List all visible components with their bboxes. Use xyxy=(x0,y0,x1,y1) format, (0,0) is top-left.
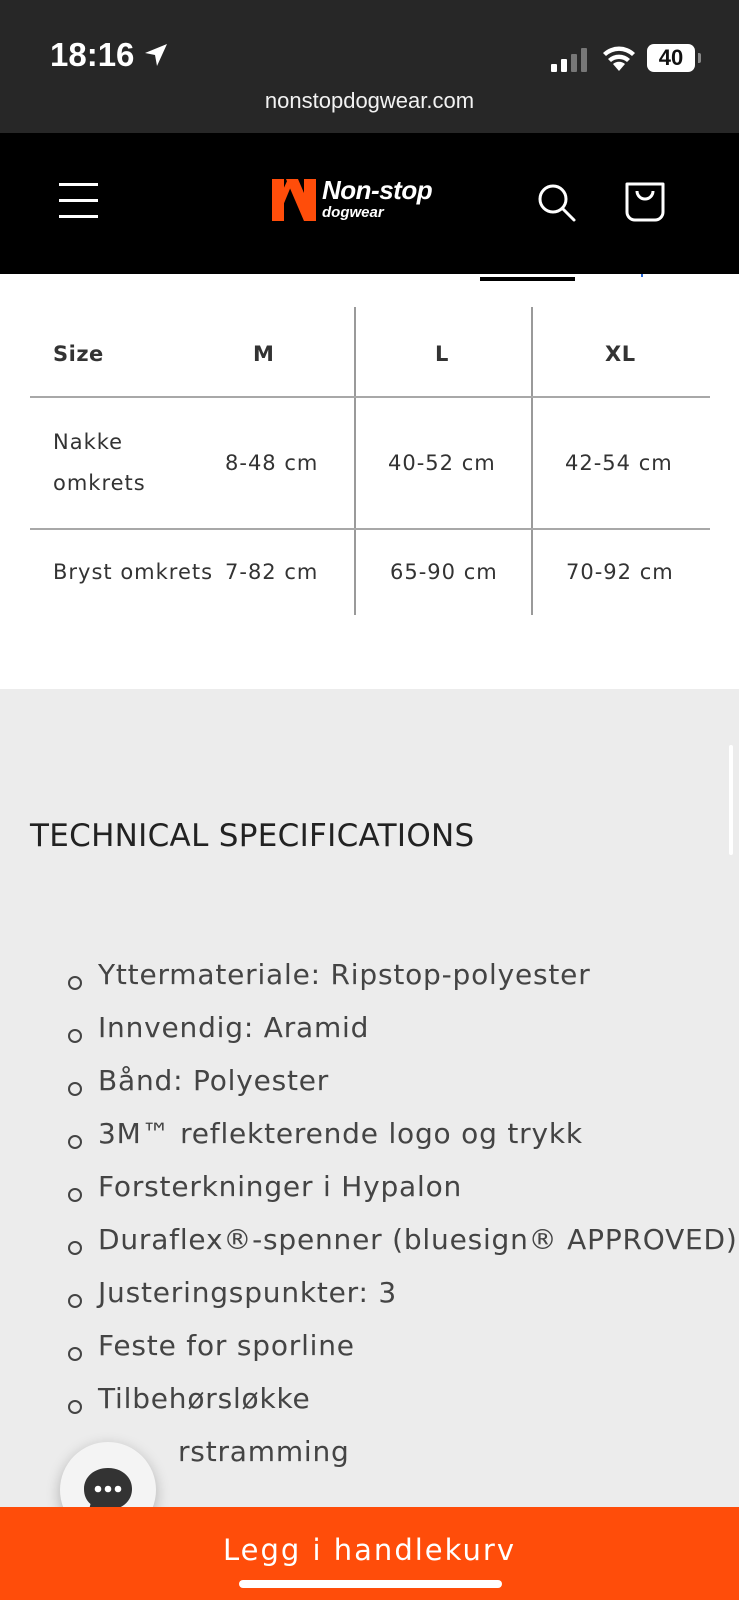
battery-indicator: 40 xyxy=(647,44,695,72)
bullet-icon xyxy=(68,1188,82,1202)
list-item: Innvendig: Aramid xyxy=(98,1011,370,1044)
location-arrow-icon xyxy=(143,42,169,68)
row-label: Nakke xyxy=(53,430,124,454)
list-item: Justeringspunkter: 3 xyxy=(98,1276,398,1309)
row-label: omkrets xyxy=(53,471,146,495)
size-table xyxy=(0,274,739,689)
menu-icon[interactable] xyxy=(59,183,98,219)
battery-tip xyxy=(698,53,701,63)
site-header xyxy=(0,133,739,274)
list-item: Tilbehørsløkke xyxy=(98,1382,311,1415)
bullet-icon xyxy=(68,1241,82,1255)
wifi-icon xyxy=(602,44,636,72)
bullet-icon xyxy=(68,1347,82,1361)
table-cell: 65-90 cm xyxy=(390,560,498,584)
add-to-cart-label: Legg i handlekurv xyxy=(222,1533,516,1567)
list-item: 3M™ reflekterende logo og trykk xyxy=(98,1117,583,1150)
table-cell: 42-54 cm xyxy=(565,451,673,475)
brand-mark-icon xyxy=(270,175,318,225)
list-item: Forsterkninger i Hypalon xyxy=(98,1170,463,1203)
tab-indicator-dot xyxy=(641,274,643,277)
status-bar xyxy=(0,0,739,133)
bullet-icon xyxy=(68,976,82,990)
size-m-header: M xyxy=(253,342,275,366)
list-item: Duraflex®-spenner (bluesign® APPROVED) xyxy=(98,1223,738,1256)
search-icon[interactable] xyxy=(537,183,577,223)
cellular-signal-icon xyxy=(551,48,591,72)
home-indicator[interactable] xyxy=(239,1580,502,1588)
bullet-icon xyxy=(68,1135,82,1149)
list-item: Bånd: Polyester xyxy=(98,1064,330,1097)
size-xl-header: XL xyxy=(605,342,636,366)
address-bar-url[interactable]: nonstopdogwear.com xyxy=(264,88,475,113)
bullet-icon xyxy=(68,1294,82,1308)
table-cell: 70-92 cm xyxy=(566,560,674,584)
active-tab-indicator xyxy=(480,277,575,281)
bullet-icon xyxy=(68,1400,82,1414)
table-divider xyxy=(30,528,710,530)
bullet-icon xyxy=(68,1029,82,1043)
cart-icon[interactable] xyxy=(624,181,666,223)
table-divider xyxy=(354,307,356,615)
brand-logo[interactable] xyxy=(270,171,460,231)
size-l-header: L xyxy=(435,342,449,366)
row-label: Bryst omkrets xyxy=(53,560,214,584)
list-item: rstramming xyxy=(178,1435,350,1468)
bullet-icon xyxy=(68,1082,82,1096)
specs-title: TECHNICAL SPECIFICATIONS xyxy=(30,818,475,854)
brand-subname: dogwear xyxy=(322,204,384,221)
table-divider xyxy=(531,307,533,615)
table-cell: 8-48 cm xyxy=(225,451,319,475)
list-item: Feste for sporline xyxy=(98,1329,355,1362)
size-header: Size xyxy=(53,342,104,366)
table-divider xyxy=(30,396,710,398)
table-cell: 7-82 cm xyxy=(225,560,319,584)
brand-name: Non-stop xyxy=(322,175,433,205)
scrollbar[interactable] xyxy=(729,745,733,855)
status-time: 18:16 xyxy=(50,36,135,73)
table-cell: 40-52 cm xyxy=(388,451,496,475)
list-item: Yttermateriale: Ripstop-polyester xyxy=(98,958,591,991)
